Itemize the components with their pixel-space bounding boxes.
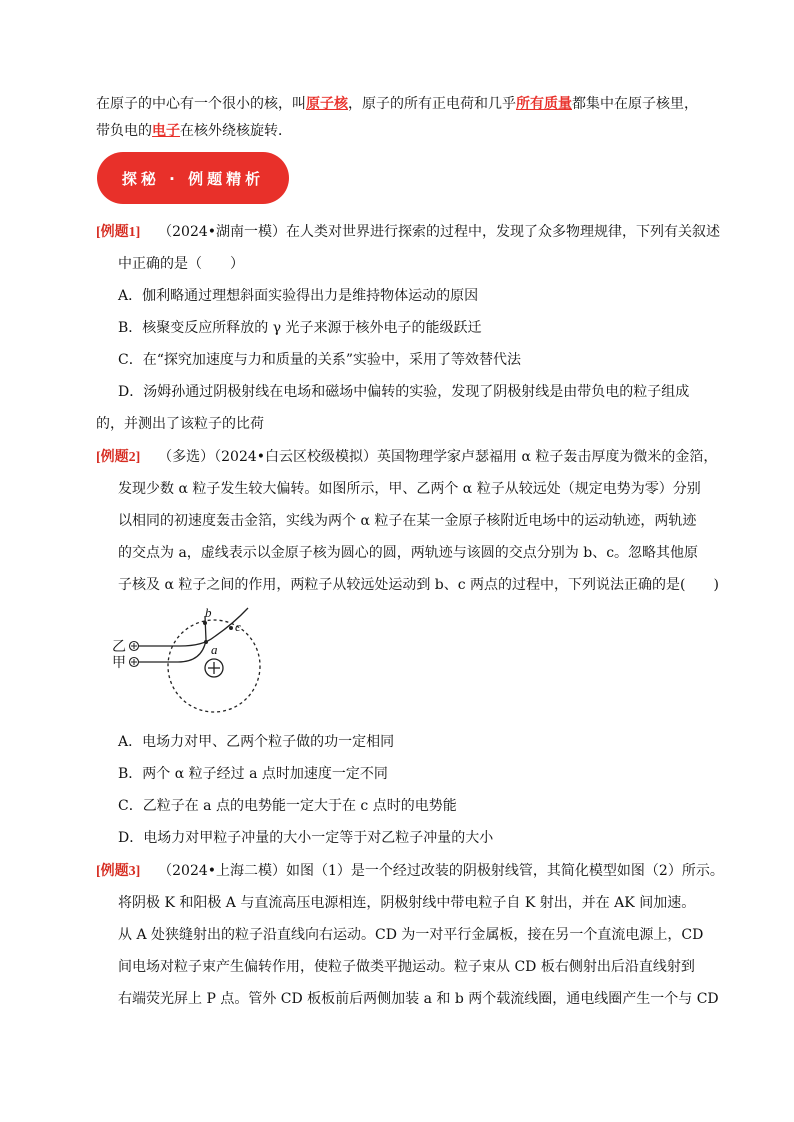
q3-stem-line-4: 间电场对粒子束产生偏转作用，使粒子做类平抛运动。粒子束从 CD 板右侧射出后沿直线射到 xyxy=(118,959,695,975)
intro-text: 在核外绕核旋转． xyxy=(180,123,292,139)
particle-jia-icon xyxy=(130,658,139,667)
q2-figure xyxy=(108,604,268,720)
highlight-mass: 所有质量 xyxy=(516,96,572,112)
trajectory-jia xyxy=(134,616,206,662)
label-jia: 甲 xyxy=(112,656,126,671)
q2-stem-line-4: 的交点为 a，虚线表示以金原子核为圆心的圆，两轨迹与该圆的交点分别为 b、c。忽略其他原 xyxy=(118,545,699,561)
highlight-nucleus: 原子核 xyxy=(306,96,348,112)
section-banner xyxy=(97,152,289,204)
label-b: b xyxy=(205,605,212,620)
point-b-dot xyxy=(203,621,207,625)
particle-yi-icon xyxy=(130,642,139,651)
q3-stem-line-3: 从 A 处狭缝射出的粒子沿直线向右运动。CD 为一对平行金属板，接在另一个直流电源上，CD xyxy=(118,927,704,943)
q2-stem-line-5: 子核及 α 粒子之间的作用，两粒子从较远处运动到 b、c 两点的过程中，下列说法正确的是( ) xyxy=(118,577,719,593)
intro-text: ，原子的所有正电荷和几乎 xyxy=(348,96,516,112)
q2-option-b: B．两个 α 粒子经过 a 点时加速度一定不同 xyxy=(118,766,388,782)
point-a-dot xyxy=(204,640,208,644)
label-yi: 乙 xyxy=(112,640,126,655)
q3-stem-line-2: 将阴极 K 和阳极 A 与直流高压电源相连，阴极射线中带电粒子自 K 射出，并在 AK 间加速。 xyxy=(118,895,696,911)
q1-option-d-cont: 的，并测出了该粒子的比荷 xyxy=(96,416,264,432)
label-a: a xyxy=(211,642,218,657)
highlight-electron: 电子 xyxy=(152,123,180,139)
q2-stem-line-3: 以相同的初速度轰击金箔，实线为两个 α 粒子在某一金原子核附近电场中的运动轨迹，两轨迹 xyxy=(118,513,697,529)
q2-option-c: C．乙粒子在 a 点的电势能一定大于在 c 点时的电势能 xyxy=(118,798,457,814)
q3-stem-line-5: 右端荧光屏上 P 点。管外 CD 板板前后两侧加装 a 和 b 两个载流线圈，通电线圈产生一个与 CD xyxy=(118,991,719,1007)
q1-tag: [例题1] xyxy=(96,225,141,240)
label-c: c xyxy=(235,619,241,634)
q3-stem-line-1 xyxy=(96,861,724,882)
intro-text: 带负电的 xyxy=(96,123,152,139)
q1-option-b: B．核聚变反应所释放的 γ 光子来源于核外电子的能级跃迁 xyxy=(118,320,482,336)
q1-stem-line-2: 中正确的是（ ） xyxy=(118,256,244,272)
q1-option-c: C．在“探究加速度与力和质量的关系”实验中，采用了等效替代法 xyxy=(118,352,522,368)
q2-stem-line-1 xyxy=(96,447,717,468)
intro-line-2 xyxy=(96,121,292,141)
q1-option-d: D．汤姆孙通过阴极射线在电场和磁场中偏转的实验，发现了阴极射线是由带负电的粒子组成 xyxy=(118,384,690,400)
intro-text: 在原子的中心有一个很小的核，叫 xyxy=(96,96,306,112)
q2-option-a: A．电场力对甲、乙两个粒子做的功一定相同 xyxy=(118,734,395,750)
point-c-dot xyxy=(229,626,233,630)
intro-text: 都集中在原子核里， xyxy=(572,96,698,112)
q3-tag: [例题3] xyxy=(96,864,141,879)
q2-stem-text: （多选）（2024•白云区校级模拟）英国物理学家卢瑟福用 α 粒子轰击厚度为微米的金箔， xyxy=(158,449,718,465)
nucleus-icon xyxy=(205,659,223,677)
q3-stem-text: （2024•上海二模）如图（1）是一个经过改装的阴极射线管，其简化模型如图（2）所示。 xyxy=(158,863,724,879)
q1-stem-line-1 xyxy=(96,222,720,243)
q1-stem-text: （2024•湖南一模）在人类对世界进行探索的过程中，发现了众多物理规律，下列有关叙述 xyxy=(158,224,721,240)
q1-option-a: A．伽利略通过理想斜面实验得出力是维持物体运动的原因 xyxy=(118,288,479,304)
q2-option-d: D．电场力对甲粒子冲量的大小一定等于对乙粒子冲量的大小 xyxy=(118,830,494,846)
intro-line-1 xyxy=(96,94,698,114)
q2-tag: [例题2] xyxy=(96,450,141,465)
q2-stem-line-2: 发现少数 α 粒子发生较大偏转。如图所示，甲、乙两个 α 粒子从较远处（规定电势为零）分别 xyxy=(118,481,701,497)
section-banner-label: 探秘 · 例题精析 xyxy=(121,170,265,188)
